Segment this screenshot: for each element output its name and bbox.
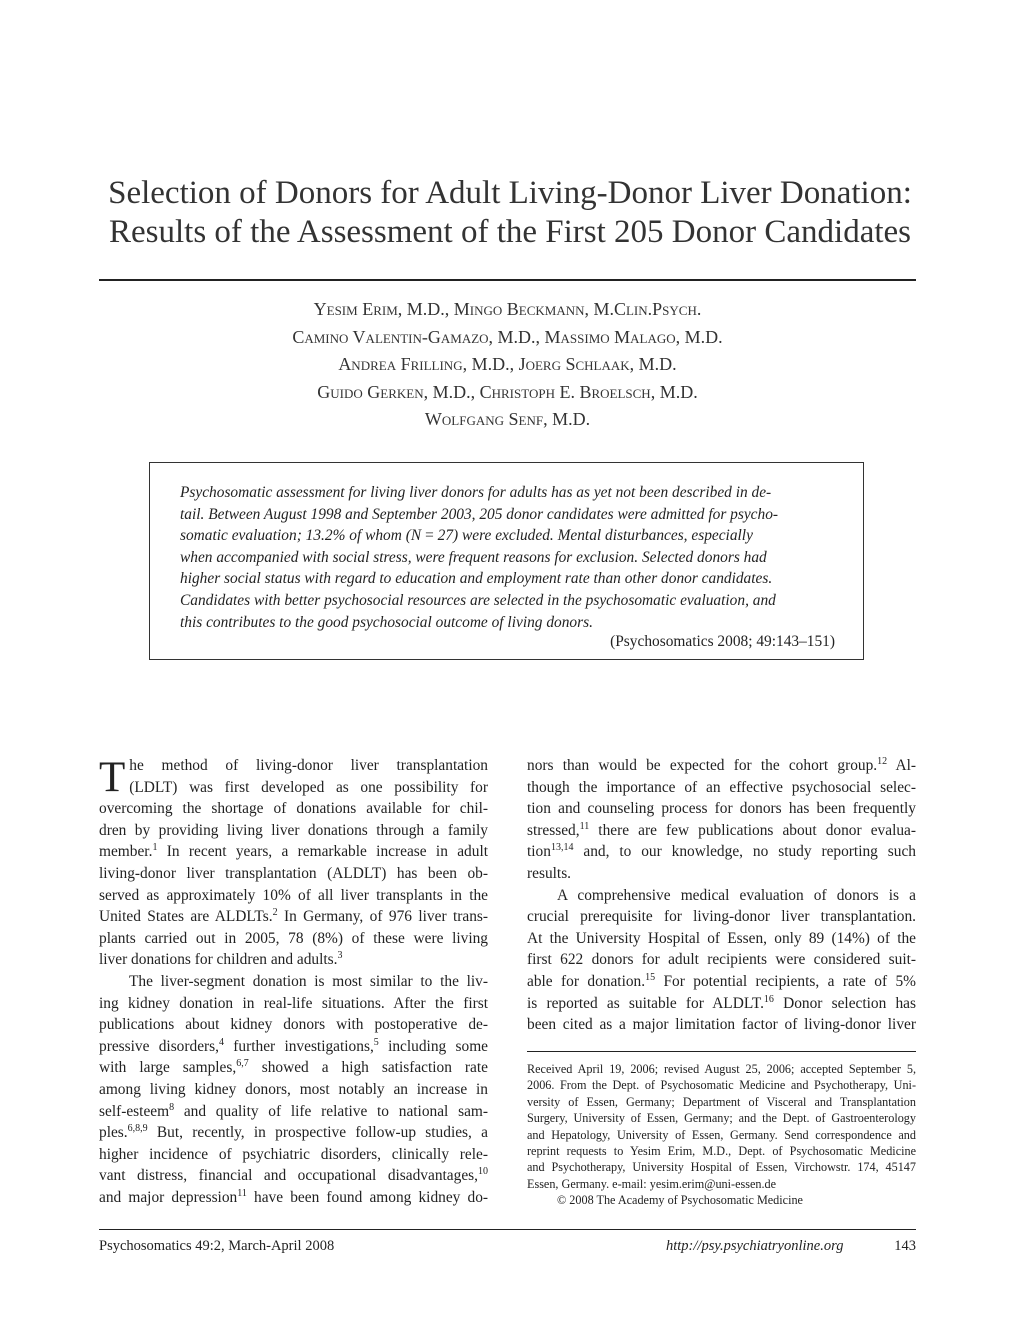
body-line: The liver-segment donation is most similar to the liv- [129,972,488,990]
footnote-email-line: Essen, Germany. e-mail: yesim.erim@uni-essen.de [527,1176,777,1191]
title-divider [99,279,916,281]
abstract-line: tail. Between August 1998 and September 2003, 205 donor candidates were admitted for psycho- [180,505,779,523]
body-line: stressed,$^{11}$ there are few publications about donor evalua- [527,820,916,839]
abstract-text [180,482,830,633]
citation-ref: 6,7 [236,1058,249,1070]
article-footnote [527,1061,916,1209]
body-line: he method of living-donor liver transplantation [129,757,488,774]
article-title [60,174,960,252]
body-line: and major depression$^{11}$ have been found among kidney do- [99,1187,489,1206]
citation-ref: 11 [579,820,590,832]
citation-ref: 1 [152,842,158,854]
footnote-line: and Hepatology, University of Essen, Germany. Send correspondence and [527,1127,916,1142]
citation-ref: 12 [877,756,888,767]
body-line: liver donations for children and adults.$^3$ [99,950,343,969]
abstract-line: this contributes to the good psychosocial outcome of living donors. [180,613,593,631]
body-line: At the University Hospital of Essen, only 89 (14%) of the [527,929,916,947]
citation-ref: 8 [169,1101,175,1113]
body-line: though the importance of an effective psychosocial selec- [527,778,916,796]
body-line: vant distress, financial and occupational disadvantages,$^{10}$ [99,1166,488,1185]
author-line: Guido Gerken, M.D., Christoph E. Broelsch, M.D. [317,381,698,402]
body-line: (LDLT) was first developed as one possibility for [129,778,488,796]
abstract-line: higher social status with regard to education and employment rate than other donor candidates. [180,570,773,588]
footnote-line: 2006. From the Dept. of Psychosomatic Medicine and Psychotherapy, Uni- [527,1078,916,1093]
body-column-left [99,755,488,1208]
body-line: plants carried out in 2005, 78 (8%) of these were living [99,929,488,947]
abstract-citation: (Psychosomatics 2008; 49:143–151) [610,633,835,650]
author-line: Yesim Erim, M.D., Mingo Beckmann, M.Clin.Psych. [313,299,702,319]
abstract-line: when accompanied with social stress, were frequent reasons for exclusion. Selected donors had [180,548,767,566]
journal-url-link[interactable]: http://psy.psychiatryonline.org [666,1238,844,1254]
abstract-box [149,462,864,660]
abstract-line: Candidates with better psychosocial resources are selected in the psychosomatic evaluation, and [180,591,776,609]
footnote-line: reprint requests to Yesim Erim, M.D., Dept. of Psychosomatic Medicine [527,1143,916,1158]
body-line: results. [527,864,572,882]
body-line: tion and counseling process for donors has been frequently [527,800,916,818]
body-line: pressive disorders,$^4$ further investigations,$^5$ including some [99,1036,488,1055]
author-line: Andrea Frilling, M.D., Joerg Schlaak, M.D. [338,354,677,374]
body-line: self-esteem$^8$ and quality of life relative to national sam- [99,1101,488,1120]
body-line: served as approximately 10% of all liver transplants in the [99,886,488,904]
abstract-line: somatic evaluation; 13.2% of whom (N = 27) were excluded. Mental disturbances, especially [180,527,753,545]
footnote-line: Surgery, University of Essen, Germany; and the Dept. of Gastroenterology [527,1111,916,1126]
body-line: with large samples,$^{6,7}$ showed a high satisfaction rate [99,1058,488,1077]
footnote-line: Received April 19, 2006; revised August 25, 2006; accepted September 5, [527,1062,916,1076]
author-line: Wolfgang Senf, M.D. [424,409,591,429]
citation-ref: 2 [272,907,278,919]
body-line: able for donation.$^{15}$ For potential recipients, a rate of 5% [527,971,917,990]
author-list [99,296,916,434]
body-line: publications about kidney donors with postoperative de- [99,1016,488,1034]
footnote-divider [527,1051,916,1052]
abstract-line: Psychosomatic assessment for living liver donors for adults has as yet not been described in de- [180,484,772,501]
body-line: first 622 donors for adult recipients were considered suit- [527,951,916,969]
title-line-1: Selection of Donors for Adult Living-Donor Liver Donation: [108,175,912,211]
page-number: 143 [894,1238,916,1254]
body-line: ing kidney donation in real-life situations. After the first [99,994,488,1012]
journal-issue: Psychosomatics 49:2, March-April 2008 [99,1238,335,1254]
body-line: living-donor liver transplantation (ALDLT) has been ob- [99,864,488,882]
citation-ref: 4 [219,1036,224,1048]
body-line: nors than would be expected for the cohort group.$^{12}$ Al- [527,756,917,774]
body-column-right [527,755,916,1036]
body-line: dren by providing living liver donations through a family [99,821,488,839]
copyright-notice: © 2008 The Academy of Psychosomatic Medicine [557,1193,803,1208]
author-line: Camino Valentin-Gamazo, M.D., Massimo Malago, M.D. [292,326,723,347]
footer-divider [99,1229,916,1230]
body-line: tion$^{13,14}$ and, to our knowledge, no study reporting such [527,842,916,861]
body-line: crucial prerequisite for living-donor liver transplantation. [527,908,916,926]
body-line: United States are ALDLTs.$^2$ In Germany, of 976 liver trans- [99,907,489,926]
citation-ref: 10 [478,1166,488,1178]
body-line: member.$^1$ In recent years, a remarkable increase in adult [99,842,488,861]
citation-ref: 13,14 [550,842,574,854]
body-line: been cited as a major limitation factor of living-donor liver [527,1016,916,1034]
citation-ref: 3 [337,950,343,962]
title-line-2: Results of the Assessment of the First 205 Donor Candidates [108,214,912,250]
footnote-line: and Psychotherapy, University Hospital of Essen, Virchowstr. 174, 45147 [527,1160,916,1175]
citation-ref: 11 [237,1187,247,1199]
body-line: A comprehensive medical evaluation of donors is a [557,886,916,904]
citation-ref: 5 [373,1036,379,1048]
body-line: is reported as suitable for ALDLT.$^{16}$ Donor selection has [527,993,916,1012]
drop-cap: T [99,754,126,801]
citation-ref: 15 [645,971,656,983]
body-line: overcoming the shortage of donations available for chil- [99,800,488,818]
footnote-line: versity of Essen, Germany; Department of Visceral and Transplantation [527,1094,916,1109]
body-line: ples.$^{6,8,9}$ But, recently, in prospective follow-up studies, a [99,1123,488,1142]
citation-ref: 6,8,9 [127,1123,148,1135]
citation-ref: 16 [763,993,774,1005]
body-line: among living kidney donors, most notably an increase in [99,1080,488,1098]
body-line: higher incidence of psychiatric disorders, clinically rele- [99,1145,488,1163]
